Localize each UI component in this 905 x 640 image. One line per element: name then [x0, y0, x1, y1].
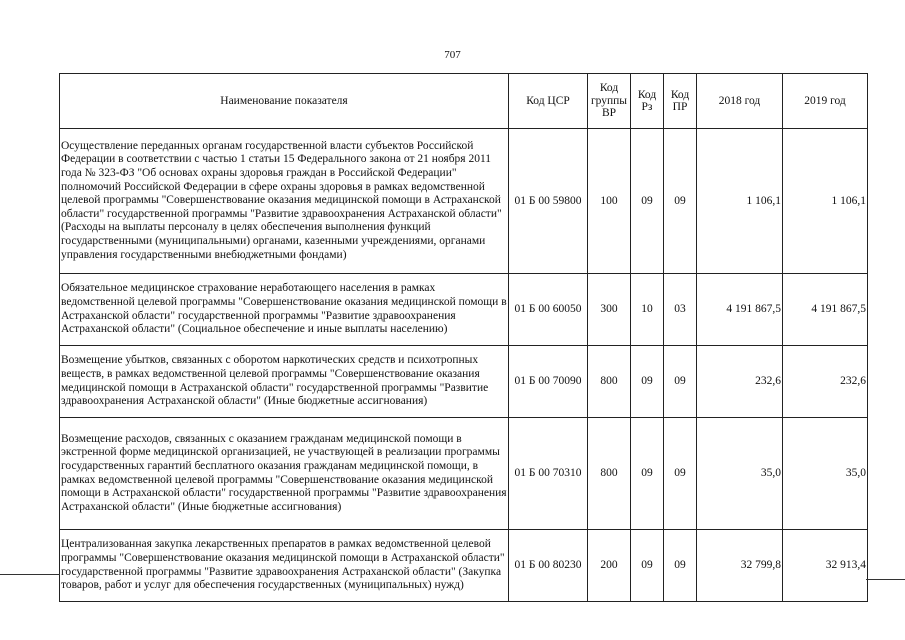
scan-line-right	[866, 579, 905, 580]
row-2019: 35,0	[783, 418, 868, 530]
row-name: Возмещение убытков, связанных с оборотом наркотических средств и психотропных веществ, в рамках ведомственной целевой программы "Совершенствование оказания медицинской помощи в Астраханской области" государственной программы "Развитие здравоохранения Астраханской области" (Иные бюджетные ассигнования)	[60, 346, 509, 418]
row-2018: 35,0	[697, 418, 783, 530]
table-row	[60, 274, 868, 346]
row-rz: 09	[631, 530, 664, 602]
row-2019: 1 106,1	[783, 129, 868, 274]
row-pr: 09	[664, 418, 697, 530]
table-row	[60, 418, 868, 530]
row-2019: 232,6	[783, 346, 868, 418]
row-csr: 01 Б 00 59800	[509, 129, 588, 274]
row-rz: 09	[631, 346, 664, 418]
row-pr: 09	[664, 129, 697, 274]
row-group-vr: 300	[588, 274, 631, 346]
header-csr: Код ЦСР	[509, 74, 588, 129]
row-csr: 01 Б 00 70310	[509, 418, 588, 530]
row-csr: 01 Б 00 80230	[509, 530, 588, 602]
row-name: Возмещение расходов, связанных с оказанием гражданам медицинской помощи в экстренной форме медицинской организацией, не участвующей в реализации программы государственных гарантий бесплатного оказания гражданам медицинской помощи, в рамках ведомственной целевой программы "Совершенствование оказания медицинской помощи в Астраханской области" государственной программы "Развитие здравоохранения Астраханской области" (Иные бюджетные ассигнования)	[60, 418, 509, 530]
header-name: Наименование показателя	[60, 74, 509, 129]
row-csr: 01 Б 00 60050	[509, 274, 588, 346]
row-2019: 32 913,4	[783, 530, 868, 602]
row-2018: 232,6	[697, 346, 783, 418]
row-2018: 1 106,1	[697, 129, 783, 274]
row-rz: 10	[631, 274, 664, 346]
row-pr: 03	[664, 274, 697, 346]
table-row	[60, 346, 868, 418]
row-rz: 09	[631, 418, 664, 530]
header-2018: 2018 год	[697, 74, 783, 129]
header-rz: Код Рз	[631, 74, 664, 129]
row-pr: 09	[664, 346, 697, 418]
header-2019: 2019 год	[783, 74, 868, 129]
row-group-vr: 800	[588, 418, 631, 530]
row-group-vr: 800	[588, 346, 631, 418]
row-rz: 09	[631, 129, 664, 274]
row-name: Централизованная закупка лекарственных препаратов в рамках ведомственной целевой программы "Совершенствование оказания медицинской помощи в Астраханской области" государственной программы "Развитие здравоохранения Астраханской области" (Закупка товаров, работ и услуг для обеспечения государственных (муниципальных) нужд)	[60, 530, 509, 602]
row-name: Обязательное медицинское страхование неработающего населения в рамках ведомственной целевой программы "Совершенствование оказания медицинской помощи в Астраханской области" государственной программы "Развитие здравоохранения Астраханской области" (Социальное обеспечение и иные выплаты населению)	[60, 274, 509, 346]
header-pr: Код ПР	[664, 74, 697, 129]
table-row	[60, 129, 868, 274]
row-2019: 4 191 867,5	[783, 274, 868, 346]
row-group-vr: 200	[588, 530, 631, 602]
row-2018: 32 799,8	[697, 530, 783, 602]
budget-table	[59, 73, 868, 602]
row-pr: 09	[664, 530, 697, 602]
row-csr: 01 Б 00 70090	[509, 346, 588, 418]
row-group-vr: 100	[588, 129, 631, 274]
row-name: Осуществление переданных органам государственной власти субъектов Российской Федерации в соответствии с частью 1 статьи 15 Федерального закона от 21 ноября 2011 года № 323-ФЗ "Об основах охраны здоровья граждан в Российской Федерации" полномочий Российской Федерации в сфере охраны здоровья в рамках ведомственной целевой программы "Совершенствование оказания медицинской помощи в Астраханской области" государственной программы "Развитие здравоохранения Астраханской области" (Расходы на выплаты персоналу в целях обеспечения выполнения функций государственными (муниципальными) органами, казенными учреждениями, органами управления государственными внебюджетными фондами)	[60, 129, 509, 274]
row-2018: 4 191 867,5	[697, 274, 783, 346]
table-row	[60, 530, 868, 602]
scan-line-left	[0, 574, 60, 575]
header-group-vr: Код группы ВР	[588, 74, 631, 129]
header-row	[60, 74, 868, 129]
page-number: 707	[444, 49, 461, 61]
